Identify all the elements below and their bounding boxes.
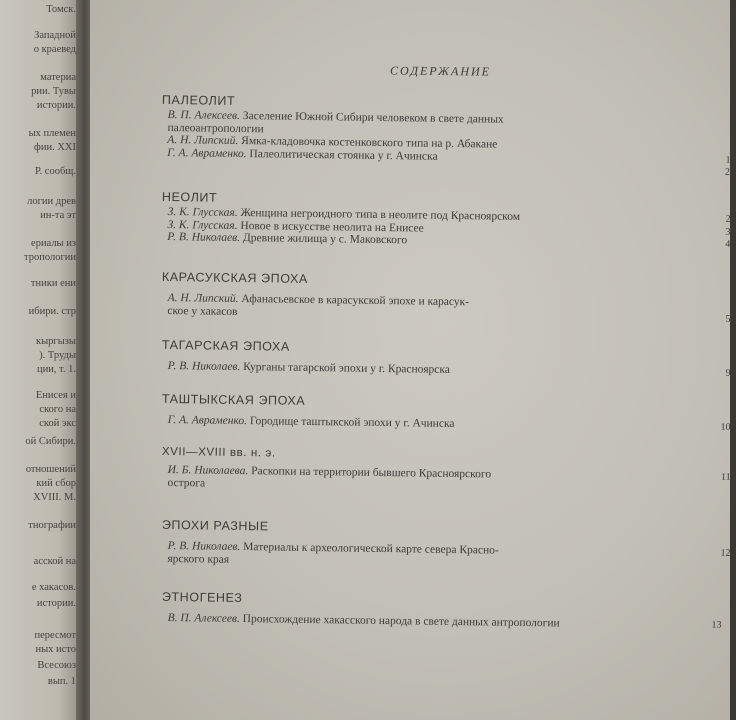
toc-section xyxy=(161,189,736,251)
left-page-line: ского на xyxy=(39,404,76,415)
page-title: СОДЕРЖАНИЕ xyxy=(389,63,492,79)
page-number: 105 xyxy=(720,421,736,433)
entry-title-continuation: ское у хакасов xyxy=(167,304,238,318)
page-number: 93 xyxy=(725,367,736,379)
section-heading: ПАЛЕОЛИТ xyxy=(161,92,236,108)
entry-author: А. Н. Липский. xyxy=(167,291,239,305)
entry-author: В. П. Алексеев. xyxy=(167,108,241,123)
left-page xyxy=(0,0,84,720)
left-page-line: вып. 1 xyxy=(47,676,76,687)
entry-title: Ямка-кладовочка костенковского типа на р. Абакане xyxy=(241,135,498,151)
entry-title-continuation: ярского края xyxy=(167,552,230,566)
left-page-line: Томск. xyxy=(46,4,76,15)
entry-title: Новое в искусстве неолита на Енисее xyxy=(240,219,424,235)
toc-entry xyxy=(167,611,722,632)
entry-author: А. Н. Липский. xyxy=(167,133,239,147)
contents-page xyxy=(90,0,736,720)
entry-title: Раскопки на территории бывшего Красноярского xyxy=(251,465,492,481)
left-page-line: истории. xyxy=(36,598,76,609)
left-page-line: кий сбор xyxy=(36,478,76,489)
entry-author: Г. А. Авраменко. xyxy=(167,413,248,428)
left-page-line: отношений xyxy=(25,464,76,475)
entry-title: Палеолитическая стоянка у г. Ачинска xyxy=(249,147,438,163)
entry-title: Происхождение хакасского народа в свете данных антропологии xyxy=(242,613,560,630)
left-page-line: Всесоюз xyxy=(37,660,76,671)
toc-section xyxy=(161,337,736,380)
left-page-line: е хакасов. xyxy=(31,582,76,593)
section-heading: XVII—XVIII вв. н. э. xyxy=(161,445,276,460)
page-number: 39 xyxy=(725,226,736,238)
entry-author: З. К. Глусская. xyxy=(167,218,238,232)
left-page-line: ибири. стр xyxy=(28,306,76,317)
entry-author: В. П. Алексеев. xyxy=(167,611,240,626)
page-number: 127 xyxy=(720,547,736,559)
toc-section xyxy=(161,391,736,434)
page-number: 29 xyxy=(725,213,736,225)
entry-author: Р. В. Николаев. xyxy=(167,230,241,245)
entry-title: Афанасьевское в карасукской эпохе и карасук- xyxy=(241,293,470,309)
left-page-line: ых племен xyxy=(28,128,76,139)
section-heading: НЕОЛИТ xyxy=(161,189,218,205)
page-number: 13 xyxy=(711,619,722,631)
entry-author: З. К. Глусская. xyxy=(167,205,238,219)
page-number: 115 xyxy=(720,471,736,483)
entry-title: Заселение Южной Сибири человеком в свете данных xyxy=(242,110,504,126)
entry-title: Материалы к археологической карте севера Красно- xyxy=(243,541,499,557)
left-page-line: кыргызы xyxy=(36,336,76,347)
left-page-line: тнографии xyxy=(28,520,76,531)
left-page-line: ой Сибири. xyxy=(25,436,76,447)
left-page-line: Енисея и xyxy=(35,390,76,401)
entry-title-continuation: палеоантропологии xyxy=(167,121,264,135)
left-page-line: о краевед xyxy=(33,44,76,55)
entry-title-continuation: острога xyxy=(167,476,206,490)
toc-entry xyxy=(167,463,736,497)
page-number: 5 xyxy=(730,141,736,153)
entry-title: Древние жилища у с. Маковского xyxy=(242,232,408,247)
page-number: 21 xyxy=(724,166,736,178)
entry-title: Женщина негроидного типа в неолите под Красноярском xyxy=(240,207,521,223)
entry-author: Р. В. Николаев. xyxy=(167,359,241,374)
section-heading: ТАГАРСКАЯ ЭПОХА xyxy=(161,337,290,354)
toc-entry xyxy=(167,291,736,325)
left-page-line: материа xyxy=(40,72,76,83)
left-page-line: рии. Тувы xyxy=(31,86,76,97)
left-page-line: ). Труды xyxy=(39,350,76,361)
left-page-line: пересмот xyxy=(34,630,76,641)
left-page-line: логии древ xyxy=(27,196,76,207)
entry-title: Городище таштыкской эпохи у г. Ачинска xyxy=(249,415,455,431)
entry-author: Г. А. Авраменко. xyxy=(167,146,247,160)
toc-section xyxy=(161,589,728,632)
left-page-line: ин-та эт xyxy=(40,210,76,221)
entry-author: И. Б. Николаева. xyxy=(167,463,249,478)
entry-author: Р. В. Николаев. xyxy=(167,539,241,554)
section-heading: ЭПОХИ РАЗНЫЕ xyxy=(161,517,269,534)
left-page-line: тропологии xyxy=(24,252,76,263)
section-heading: ТАШТЫКСКАЯ ЭПОХА xyxy=(161,391,306,408)
section-heading: КАРАСУКСКАЯ ЭПОХА xyxy=(161,269,309,286)
toc-section xyxy=(161,517,736,573)
page-number: 57 xyxy=(725,313,736,325)
left-page-line: XVIII. М. xyxy=(33,492,76,503)
page-number: 49 xyxy=(725,238,736,250)
entry-title: Курганы тагарской эпохи у г. Красноярска xyxy=(243,361,450,376)
left-page-line: тники ени xyxy=(30,278,76,289)
left-page-line: ериалы из xyxy=(31,238,76,249)
left-page-line: Западной xyxy=(34,30,76,41)
toc-section xyxy=(161,92,736,178)
toc-entry xyxy=(167,539,736,573)
toc-section xyxy=(161,445,736,497)
section-heading: ЭТНОГЕНЕЗ xyxy=(161,589,243,606)
left-page-line: ных исто xyxy=(35,644,76,655)
left-page-line: Р. сообщ. xyxy=(35,166,76,177)
left-page-line: фии. XXI xyxy=(34,142,76,153)
page-number: 11 xyxy=(725,154,736,166)
table-of-contents xyxy=(90,0,736,720)
left-page-line: ции, т. 1. xyxy=(36,364,76,375)
toc-section xyxy=(161,269,736,325)
left-page-line: истории. xyxy=(36,100,76,111)
toc-entry xyxy=(167,413,736,434)
toc-entry xyxy=(167,359,736,380)
left-page-line: асской на xyxy=(33,556,76,567)
left-page-line: ской экс xyxy=(39,418,76,429)
